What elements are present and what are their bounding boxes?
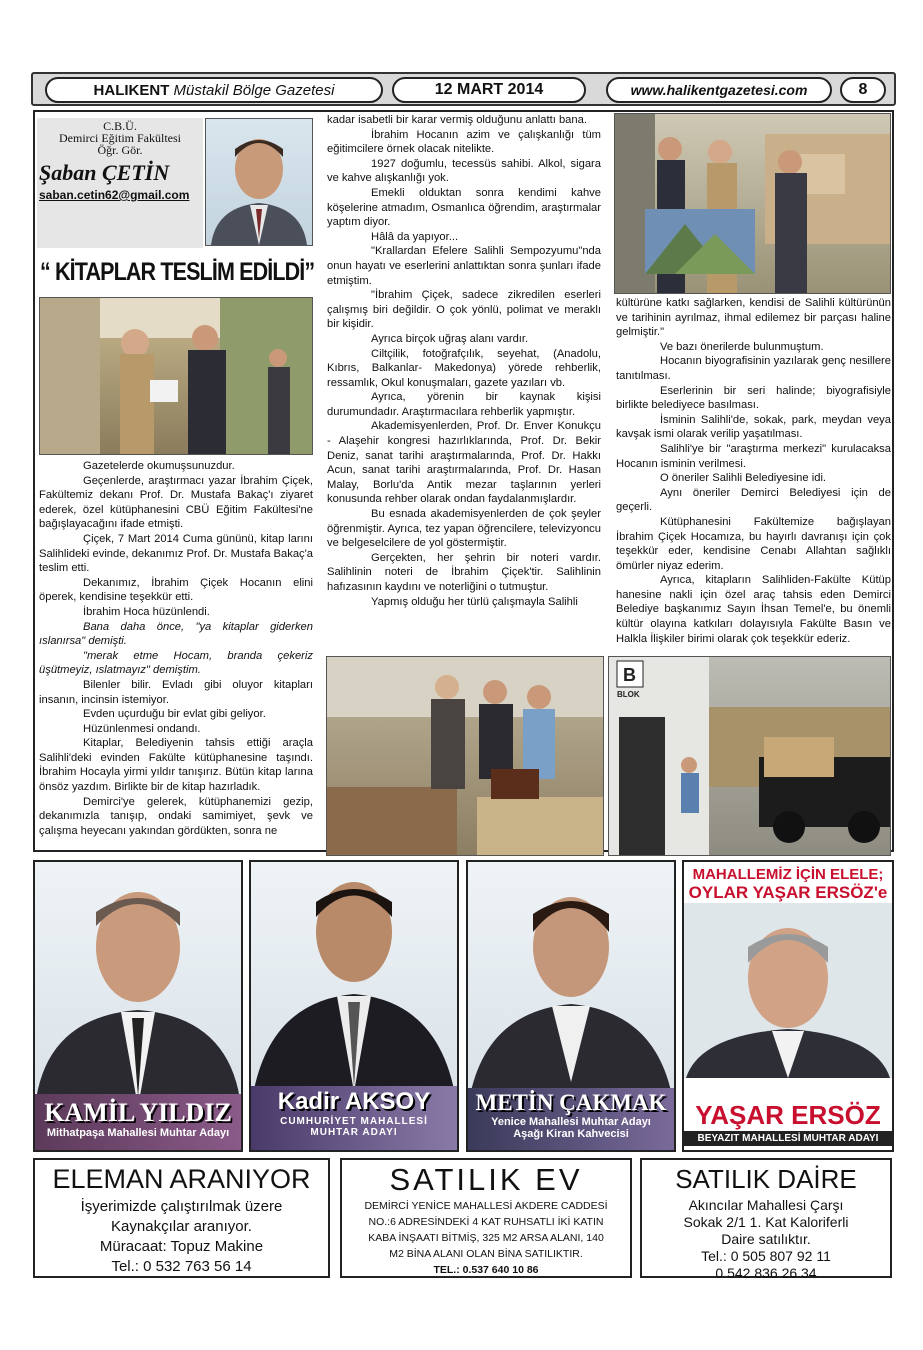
ad-title: ELEMAN ARANIYOR [52,1164,311,1194]
col2-paragraph: Yapmış olduğu her türlü çalışmayla Salihli [371,595,578,608]
col1-paragraph: Kitaplar, Belediyenin tahsis ettiği araçla Salihli'deki evinden Fakülte kütüphanesine taşındı. İbrahim Hocayla yirmi yıldır tanışırız. Bütün kitap larına önsöz yazdım. Birlikte bir de kitap hazırladık. [39,737,313,794]
ad-body [342,1198,630,1278]
candidate-name: Kadir AKSOY [277,1088,431,1115]
col1-paragraph: Evden uçurduğu bir evlat gibi geliyor. [83,708,266,721]
ad-line: İşyerimizde çalıştırılmak üzere [80,1198,283,1215]
col2-paragraph: Emekli olduktan sonra kendimi kahve köşelerine atmadım, Osmanlıca öğrendim, araştırmalar yaptım diyor. [327,186,601,229]
col1-paragraph: İbrahim Hoca hüzünlendi. [83,605,210,618]
ad-line: Tel.: 0 532 763 56 14 [111,1258,252,1275]
candidate-card-kadir [249,860,459,1152]
col2-paragraph: 1927 doğumlu, tecessüs sahibi. Alkol, sigara ve kahve alışkanlığı yok. [327,157,601,185]
photo-books-packing [326,656,604,856]
ad-line: DEMİRCİ YENİCE MAHALLESİ AKDERE CADDESİ [364,1200,608,1212]
article-column-1 [39,459,313,838]
candidate-card-kamil [33,860,243,1152]
ad-line: 0 542 836 26 34 [715,1265,817,1281]
issue-date: 12 MART 2014 [392,77,586,103]
col2-paragraph: İbrahim Hocanın azim ve çalışkanlığı tüm eğitimcilere örnek olacak nitelikte. [327,128,601,156]
campaign-slogan-1: MAHALLEMİZ İÇİN ELELE; [692,866,884,883]
col2-paragraph: Ayrıca birçok uğraş alanı vardır. [371,332,529,345]
ad-body [35,1197,328,1277]
photo-sign-word: BLOK [617,690,640,699]
col3-paragraph: Ayrıca, kitapların Salihliden-Fakülte Kütüp hanesine nakli için özel araç tahsis eden Demirci Belediye başkanımız Sayın İhsan Temel'e, bu önemli kültür olayına katkıları dolayısıyla Fakülte Basın ve Halkla İlişkiler birimi olarak çok teşekkür ederiz. [616,574,891,645]
website-link[interactable]: www.halikentgazetesi.com [606,77,832,103]
col3-paragraph: Ve bazı önerilerde bulunmuştum. [660,340,824,353]
candidate-subtitle-2: MUHTAR ADAYI [310,1127,398,1138]
candidate-subtitle: CUMHURİYET MAHALLESİ [280,1116,428,1127]
card-name-bar [251,1086,457,1150]
ad-apartment-for-sale [640,1158,892,1281]
candidate-name: METİN ÇAKMAK [475,1090,667,1115]
col1-paragraph: Hüzünlenmesi ondandı. [83,722,201,735]
photo-book-handover [39,297,313,455]
author-university: C.B.Ü. [103,119,137,133]
ad-line: NO.:6 ADRESİNDEKİ 4 KAT RUHSATLI İKİ KATIN [368,1216,604,1228]
photo-truck-loading [608,656,891,856]
ad-job-wanted [33,1158,330,1278]
col1-paragraph: "merak etme Hocam, branda çekeriz üşütmeyiz, ıslatmayız" demiştim. [39,649,313,677]
col3-paragraph: Salihli'ye bir "araştırma merkezi" kurulacaksa Hocanın isminin verilmesi. [616,442,891,470]
candidate-card-metin [466,860,676,1152]
ad-title: SATILIK EV [389,1162,583,1197]
photo-painting-group [614,113,891,294]
col1-paragraph: Bilenler bilir. Evladı gibi oluyor kitapları insanın, incinsin istemiyor. [39,678,313,706]
paper-name: HALIKENT [93,81,170,99]
col2-paragraph: "İbrahim Çiçek, sadece zikredilen eserleri çalışmış biri değildir. O çok yönlü, polimat ve meraklı bir kişidir. [327,289,601,331]
ad-line: Daire satılıktır. [721,1231,811,1247]
headline: “ KİTAPLAR TESLİM EDİLDİ” [40,258,315,286]
col1-paragraph: Bana daha önce, "ya kitaplar giderken ıslanırsa" demişti. [39,620,313,648]
candidate-name: KAMİL YILDIZ [44,1098,232,1127]
article-column-3 [616,296,891,646]
candidate-subtitle: Mithatpaşa Mahallesi Muhtar Adayı [46,1127,230,1139]
col2-paragraph: Hâlâ da yapıyor... [371,230,459,243]
col1-paragraph: Gazetelerde okumuşsunuzdur. [83,460,235,472]
author-title: Öğr. Gör. [97,143,143,157]
col3-paragraph: Hocanın biyografisinin yazılarak genç nesillere tanıtılması. [616,355,891,382]
col1-paragraph: Çiçek, 7 Mart 2014 Cuma gününü, kitap larını Salihlideki evinde, dekanımız Prof. Dr. Mustafa Bakaç'a teslim etti. [39,532,313,575]
candidate-subtitle-2: Aşağı Kiran Kahvecisi [513,1128,629,1140]
candidate-subtitle: BEYAZIT MAHALLESİ MUHTAR ADAYI [684,1131,892,1146]
ad-line: Akıncılar Mahallesi Çarşı [688,1197,844,1213]
col2-paragraph: kadar isabetli bir karar vermiş olduğunu anlattı bana. [327,114,587,126]
campaign-slogan-2: OYLAR YAŞAR ERSÖZ'e [688,883,888,902]
ad-title: SATILIK DAİRE [675,1164,857,1194]
col1-paragraph: Geçenlerde, araştırmacı yazar İbrahim Çiçek, Fakültemiz dekanı Prof. Dr. Mustafa Bakaç'ı ziyaret ederek, özel kütüphanesini CBÜ Eğitim Fakültesi'ne bağışlayacağını ifade etmişti. [39,474,313,531]
author-name: Şaban ÇETİN [39,160,170,185]
author-faculty: Demirci Eğitim Fakültesi [59,131,181,145]
ad-line: Kaynakçılar aranıyor. [111,1218,252,1235]
card-name-bar [35,1094,241,1150]
article-column-2 [327,113,601,609]
ad-line: Tel.: 0 505 807 92 11 [701,1248,831,1264]
ad-line: Müracaat: Topuz Makine [99,1238,264,1255]
author-box [37,118,203,248]
col3-paragraph: O öneriler Salihli Belediyesine idi. [660,472,827,485]
candidate-subtitle: Yenice Mahallesi Muhtar Adayı [491,1116,651,1128]
paper-subtitle: Müstakil Bölge Gazetesi [173,81,335,99]
candidate-card-yasar [682,860,894,1152]
ad-line: Sokak 2/1 1. Kat Kaloriferli [683,1214,849,1230]
ad-house-for-sale [340,1158,632,1278]
ad-line: M2 BİNA ALANI OLAN BİNA SATILIKTIR. [389,1248,583,1260]
candidate-name: YAŞAR ERSÖZ [695,1100,881,1130]
author-portrait [205,118,313,246]
ad-body [642,1197,890,1282]
col2-paragraph: Akademisyenlerden, Prof. Dr. Enver Konukçu - Alaşehir kongresi hazırlıklarında, Prof. Dr. Bekir Deniz, sanat tarihi araştırmalarında, Prof. Dr. Hakkı Acun, sanat tarihi araştırmalarında, Prof. Dr. Hasan Malay, Borlu'da Antik mezar taşlarının yerleri konusunda rehber olarak ondan faydalanmışlardır. [327,420,601,506]
ad-line: KABA İNŞAATI BİTMİŞ, 325 M2 ARSA ALANI, 140 [368,1232,604,1244]
ad-line: TEL.: 0.537 640 10 86 [433,1264,539,1276]
col3-paragraph: Eserlerinin bir seri halinde; biyografisiyle birlikte belediyece basılması. [616,384,891,412]
col1-paragraph: Dekanımız, İbrahim Çiçek Hocanın elini öperek, kendisine teşekkür etti. [39,576,313,604]
card-name-bar [468,1088,674,1150]
col2-paragraph: "Krallardan Efelere Salihli Sempozyumu"nda onun hayatı ve eserlerini anlattıktan sonra şunları ifade etmiştim. [327,245,601,287]
page-number: 8 [840,77,886,103]
col3-paragraph: Aynı öneriler Demirci Belediyesi için de geçerli. [616,486,891,514]
card-name-bar [684,1100,892,1150]
photo-sign-letter: B [623,665,636,685]
col1-paragraph: Demirci'ye gelerek, kütüphanemizi gezip, dekanımızla tanışıp, ondaki samimiyet, şevk ve çalışma heyecanı yakından gördükten, sonra ne [39,795,313,837]
col2-paragraph: Ciltçilik, fotoğrafçılık, seyehat, (Anadolu, Kıbrıs, Balkanlar- Makedonya) yörede rehberlik, ressamlık, Okul konuşmaları, gazete yazıları vb. [327,347,601,389]
col2-paragraph: Ayrıca, yörenin bir kaynak kişisi durumundadır. Araştırmacılara rehberlik yapmıştır. [327,391,601,418]
author-email[interactable]: saban.cetin62@gmail.com [39,188,190,202]
col3-paragraph: kültürüne katkı sağlarken, kendisi de Salihli kültürünün ve tarihinin ayrılmaz, ihmal edilemez bir parçası haline gelmiştir." [616,297,891,339]
col2-paragraph: Bu esnada akademisyenlerden de çok şeyler öğrenmiştir. Ayrıca, tez yapan öğrencilere, televizyoncu ve belgeselcilere de yol göstermiştir. [327,508,601,550]
col3-paragraph: İsminin Salihli'de, sokak, park, meydan veya kavşak ismi olarak verilip yaşatılması. [616,413,891,441]
col3-paragraph: Kütüphanesini Fakültemize bağışlayan İbrahim Çiçek Hocamıza, bu hayırlı davranışı için çok teşekkür eder, kendisine Cenabı Allahtan sağlıklı ömürler niyaz ederim. [616,515,891,572]
masthead [45,77,383,103]
col2-paragraph: Gerçekten, her şehrin bir noteri vardır. Salihlinin noteri de İbrahim Çiçek'tir. Salihlinin hafızasının kaydını ve noterliğini o tutmuştur. [327,551,601,593]
